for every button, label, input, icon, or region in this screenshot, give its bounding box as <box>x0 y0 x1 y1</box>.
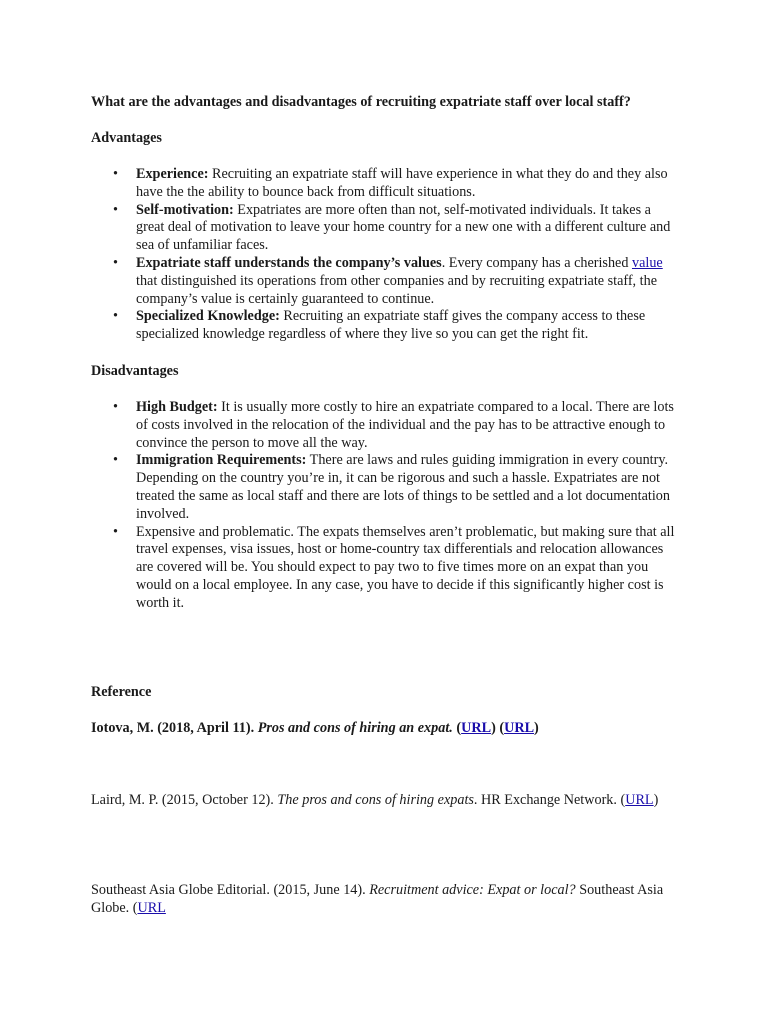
list-item <box>91 202 681 255</box>
advantages-heading: Advantages <box>91 130 162 146</box>
ref-source: . HR Exchange Network. ( <box>473 792 626 808</box>
ref-punct: ( <box>452 720 462 736</box>
ref-title: Pros and cons of hiring an expat. <box>257 720 453 736</box>
list-item <box>91 255 681 308</box>
ref-source: Southeast Asia Globe. ( <box>91 882 664 916</box>
reference-heading: Reference <box>91 684 152 700</box>
disadvantages-heading: Disadvantages <box>91 363 179 379</box>
item-text: Recruiting an expatriate staff gives the company access to these specialized knowledge regardless of where they live so you can get the right fit. <box>136 308 646 343</box>
ref-title: The pros and cons of hiring expats <box>277 792 474 808</box>
reference-southeast-asia-globe <box>91 882 691 918</box>
item-text: that distinguished its operations from other companies and by recruiting expatriate staff, the company’s value is certainly guaranteed to continue. <box>136 272 657 307</box>
ref-punct: ) <box>653 792 659 808</box>
list-item <box>91 166 681 202</box>
ref-author: Iotova, M. (2018, April 11). <box>91 720 258 736</box>
item-text: It is usually more costly to hire an expatriate compared to a local. There are lots of costs involved in the relocation of the individual and the pay has to be attractive enough to convince the person to move all the way. <box>136 399 674 451</box>
item-term: Expatriate staff understands the company’s values <box>136 254 442 271</box>
item-text: . Every company has a cherished <box>441 254 632 271</box>
url-link[interactable]: URL <box>625 792 654 808</box>
url-link[interactable]: URL <box>504 720 535 736</box>
ref-punct: ) ( <box>491 720 505 736</box>
item-term: Immigration Requirements: <box>136 452 307 469</box>
ref-punct: ) <box>534 720 539 736</box>
url-link[interactable]: URL <box>137 899 166 916</box>
item-text: Expensive and problematic. The expats themselves aren’t problematic, but making sure that all travel expenses, visa issues, host or home-country tax differentials and relocation allowances are covered will be. You should expect to pay two to five times more on an expat than you would on a local employee. In any case, you have to decide if this significantly higher cost is worth it. <box>136 523 675 611</box>
list-item <box>91 452 681 523</box>
reference-laird <box>91 792 671 810</box>
ref-title: Recruitment advice: Expat or local? <box>369 882 576 898</box>
item-text: Expatriates are more often than not, self-motivated individuals. It takes a great deal of motivation to leave your home country for a new one with a different culture and sea of unfamiliar faces. <box>136 201 671 254</box>
reference-iotova <box>91 720 731 738</box>
page-title: What are the advantages and disadvantages of recruiting expatriate staff over local staff? <box>91 94 631 110</box>
item-term: Experience: <box>136 166 209 182</box>
item-term: Self-motivation: <box>136 201 234 218</box>
value-link[interactable]: value <box>631 254 663 271</box>
item-text: Recruiting an expatriate staff will have experience in what they do and they also have the the ability to bounce back from difficult situations. <box>136 166 668 200</box>
ref-author: Laird, M. P. (2015, October 12). <box>91 792 278 808</box>
list-item <box>91 524 681 613</box>
list-item <box>91 308 681 344</box>
url-link[interactable]: URL <box>461 720 492 736</box>
item-term: Specialized Knowledge: <box>136 308 280 325</box>
item-text: There are laws and rules guiding immigration in every country. Depending on the country you’re in, it can be rigorous and such a hassle. Expatriates are not treated the same as local staff and there are lots of things to be settled and a lot documentation involved. <box>136 452 670 522</box>
disadvantages-list <box>91 399 681 613</box>
list-item <box>91 399 681 452</box>
item-term: High Budget: <box>136 399 218 415</box>
advantages-list <box>91 166 681 344</box>
ref-author: Southeast Asia Globe Editorial. (2015, June 14). <box>91 882 370 898</box>
